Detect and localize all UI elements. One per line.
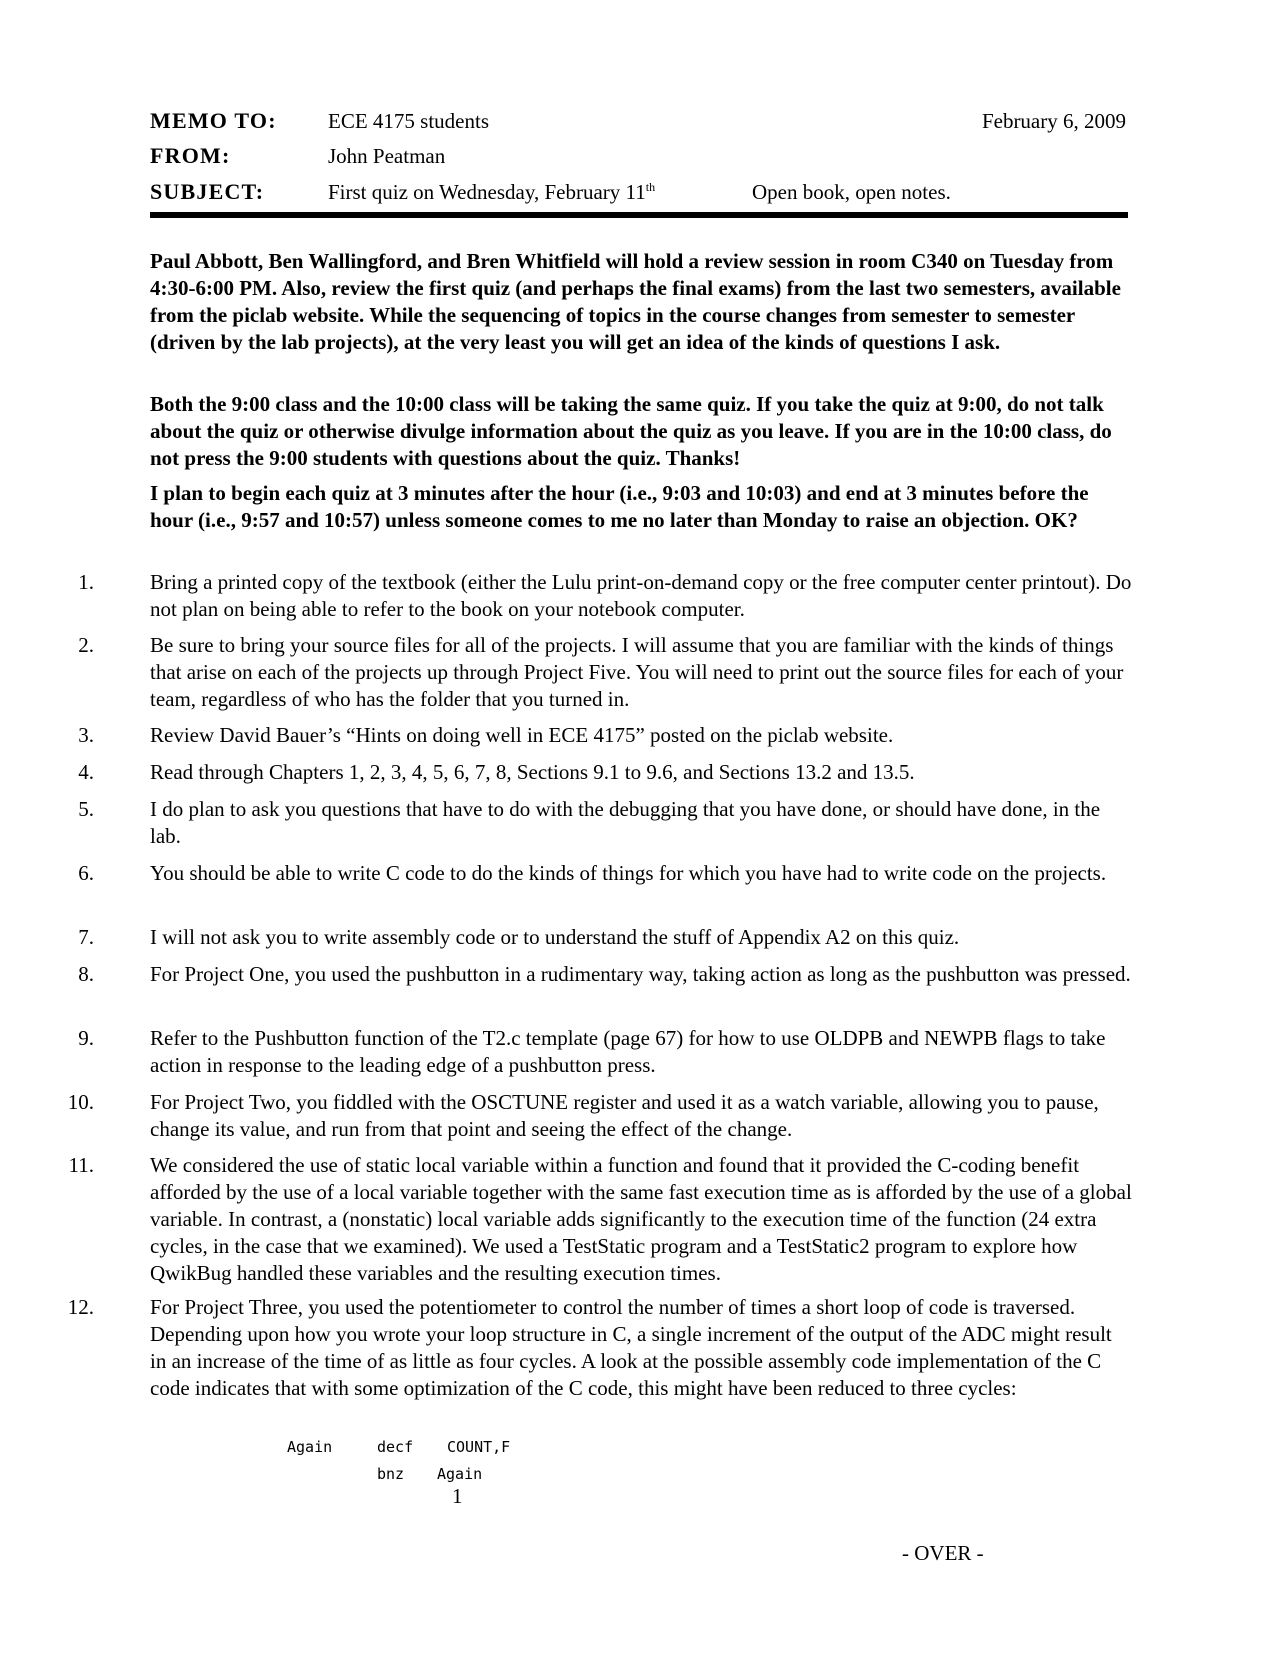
list-item-text: For Project Two, you fiddled with the OSCTUNE register and used it as a watch variable, allowing you to pause, change its value, and run from that point and seeing the effect of the change. — [150, 1090, 1099, 1141]
intro-paragraph-1: Paul Abbott, Ben Wallingford, and Bren Whitfield will hold a review session in room C340 on Tuesday from 4:30-6:00 PM. Also, review the first quiz (and perhaps the final exams) from the last two semesters, available from the piclab website. While the sequencing of topics in the course changes from semester to semester (driven by the lab projects), at the very least you will get an idea of the kinds of questions I ask. — [150, 249, 1121, 354]
list-item-number: 4. — [78, 760, 94, 784]
memo-date: February 6, 2009 — [981, 109, 1126, 133]
code-op-decf: decf — [377, 1438, 414, 1456]
list-item-text: I do plan to ask you questions that have to do with the debugging that you have done, or should have done, in the lab. — [150, 797, 1101, 848]
code-op-bnz: bnz — [377, 1465, 405, 1483]
list-item-number: 8. — [78, 962, 94, 986]
code-arg-again: Again — [437, 1465, 483, 1483]
list-item-number: 1. — [78, 570, 94, 594]
list-item-number: 7. — [78, 925, 94, 949]
code-label-again: Again — [287, 1438, 333, 1456]
list-item-number: 2. — [78, 633, 94, 657]
list-item-number: 9. — [78, 1026, 94, 1050]
list-item-number: 10. — [67, 1090, 94, 1114]
list-item-text: Review David Bauer’s “Hints on doing well in ECE 4175” posted on the piclab website. — [150, 723, 894, 747]
list-item-number: 3. — [78, 723, 94, 747]
list-item-number: 6. — [78, 861, 94, 885]
memo-to-label: MEMO TO: — [150, 108, 277, 133]
list-item-text: We considered the use of static local variable within a function and found that it provided the C-coding benefit afforded by the use of a local variable together with the same fast execution time as is afforded by the use of a global variable. In contrast, a (nonstatic) local variable adds significantly to the execution time of the function (24 extra cycles, in the case that we examined). We used a TestStatic program and a TestStatic2 program to explore how QwikBug handled these variables and the resulting execution times. — [150, 1153, 1132, 1285]
code-arg-count: COUNT,F — [447, 1438, 511, 1456]
list-item-text: Refer to the Pushbutton function of the T2.c template (page 67) for how to use OLDPB and NEWPB flags to take action in response to the leading edge of a pushbutton press. — [150, 1026, 1106, 1077]
list-item-number: 5. — [78, 797, 94, 821]
memo-from-value: John Peatman — [328, 144, 446, 168]
page-number: 1 — [452, 1484, 463, 1508]
list-item-number: 11. — [68, 1153, 94, 1177]
memo-subject-text: First quiz on Wednesday, February 11 — [328, 180, 646, 204]
memo-subject-label: SUBJECT: — [150, 179, 265, 204]
over-label: - OVER - — [902, 1541, 984, 1565]
header-rule — [150, 212, 1128, 218]
list-item-text: I will not ask you to write assembly code or to understand the stuff of Appendix A2 on this quiz. — [150, 925, 960, 949]
list-item-text: Bring a printed copy of the textbook (either the Lulu print-on-demand copy or the free computer center printout). Do not plan on being able to refer to the book on your notebook computer. — [150, 570, 1132, 621]
list-item-text: Be sure to bring your source files for all of the projects. I will assume that you are familiar with the kinds of things that arise on each of the projects up through Project Five. You will need to print out the source files for each of your team, regardless of who has the folder that you turned in. — [150, 633, 1124, 711]
list-item-text: For Project One, you used the pushbutton in a rudimentary way, taking action as long as the pushbutton was pressed. — [150, 962, 1131, 986]
list-item-text: For Project Three, you used the potentiometer to control the number of times a short loop of code is traversed. Depending upon how you wrote your loop structure in C, a single increment of the output of the ADC might result in an increase of the time of as little as four cycles. A look at the possible assembly code implementation of the C code indicates that with some optimization of the C code, this might have been reduced to three cycles: — [150, 1295, 1112, 1400]
list-item-text: You should be able to write C code to do the kinds of things for which you have had to write code on the projects. — [150, 861, 1107, 885]
intro-paragraph-3: I plan to begin each quiz at 3 minutes after the hour (i.e., 9:03 and 10:03) and end at 3 minutes before the hour (i.e., 9:57 and 10:57) unless someone comes to me no later than Monday to raise an objection. OK? — [150, 481, 1089, 532]
list-item-text: Read through Chapters 1, 2, 3, 4, 5, 6, 7, 8, Sections 9.1 to 9.6, and Sections 13.2 and 13.5. — [150, 760, 915, 784]
memo-subject-extra: Open book, open notes. — [752, 180, 951, 204]
intro-paragraph-2: Both the 9:00 class and the 10:00 class will be taking the same quiz. If you take the quiz at 9:00, do not talk about the quiz or otherwise divulge information about the quiz as you leave. If you are in the 10:00 class, do not press the 9:00 students with questions about the quiz. Thanks! — [150, 392, 1112, 470]
memo-from-label: FROM: — [150, 143, 231, 168]
memo-to-value: ECE 4175 students — [328, 109, 489, 133]
list-item-number: 12. — [67, 1295, 94, 1319]
memo-subject-sup: th — [645, 180, 656, 194]
memo-subject-value — [328, 179, 655, 205]
